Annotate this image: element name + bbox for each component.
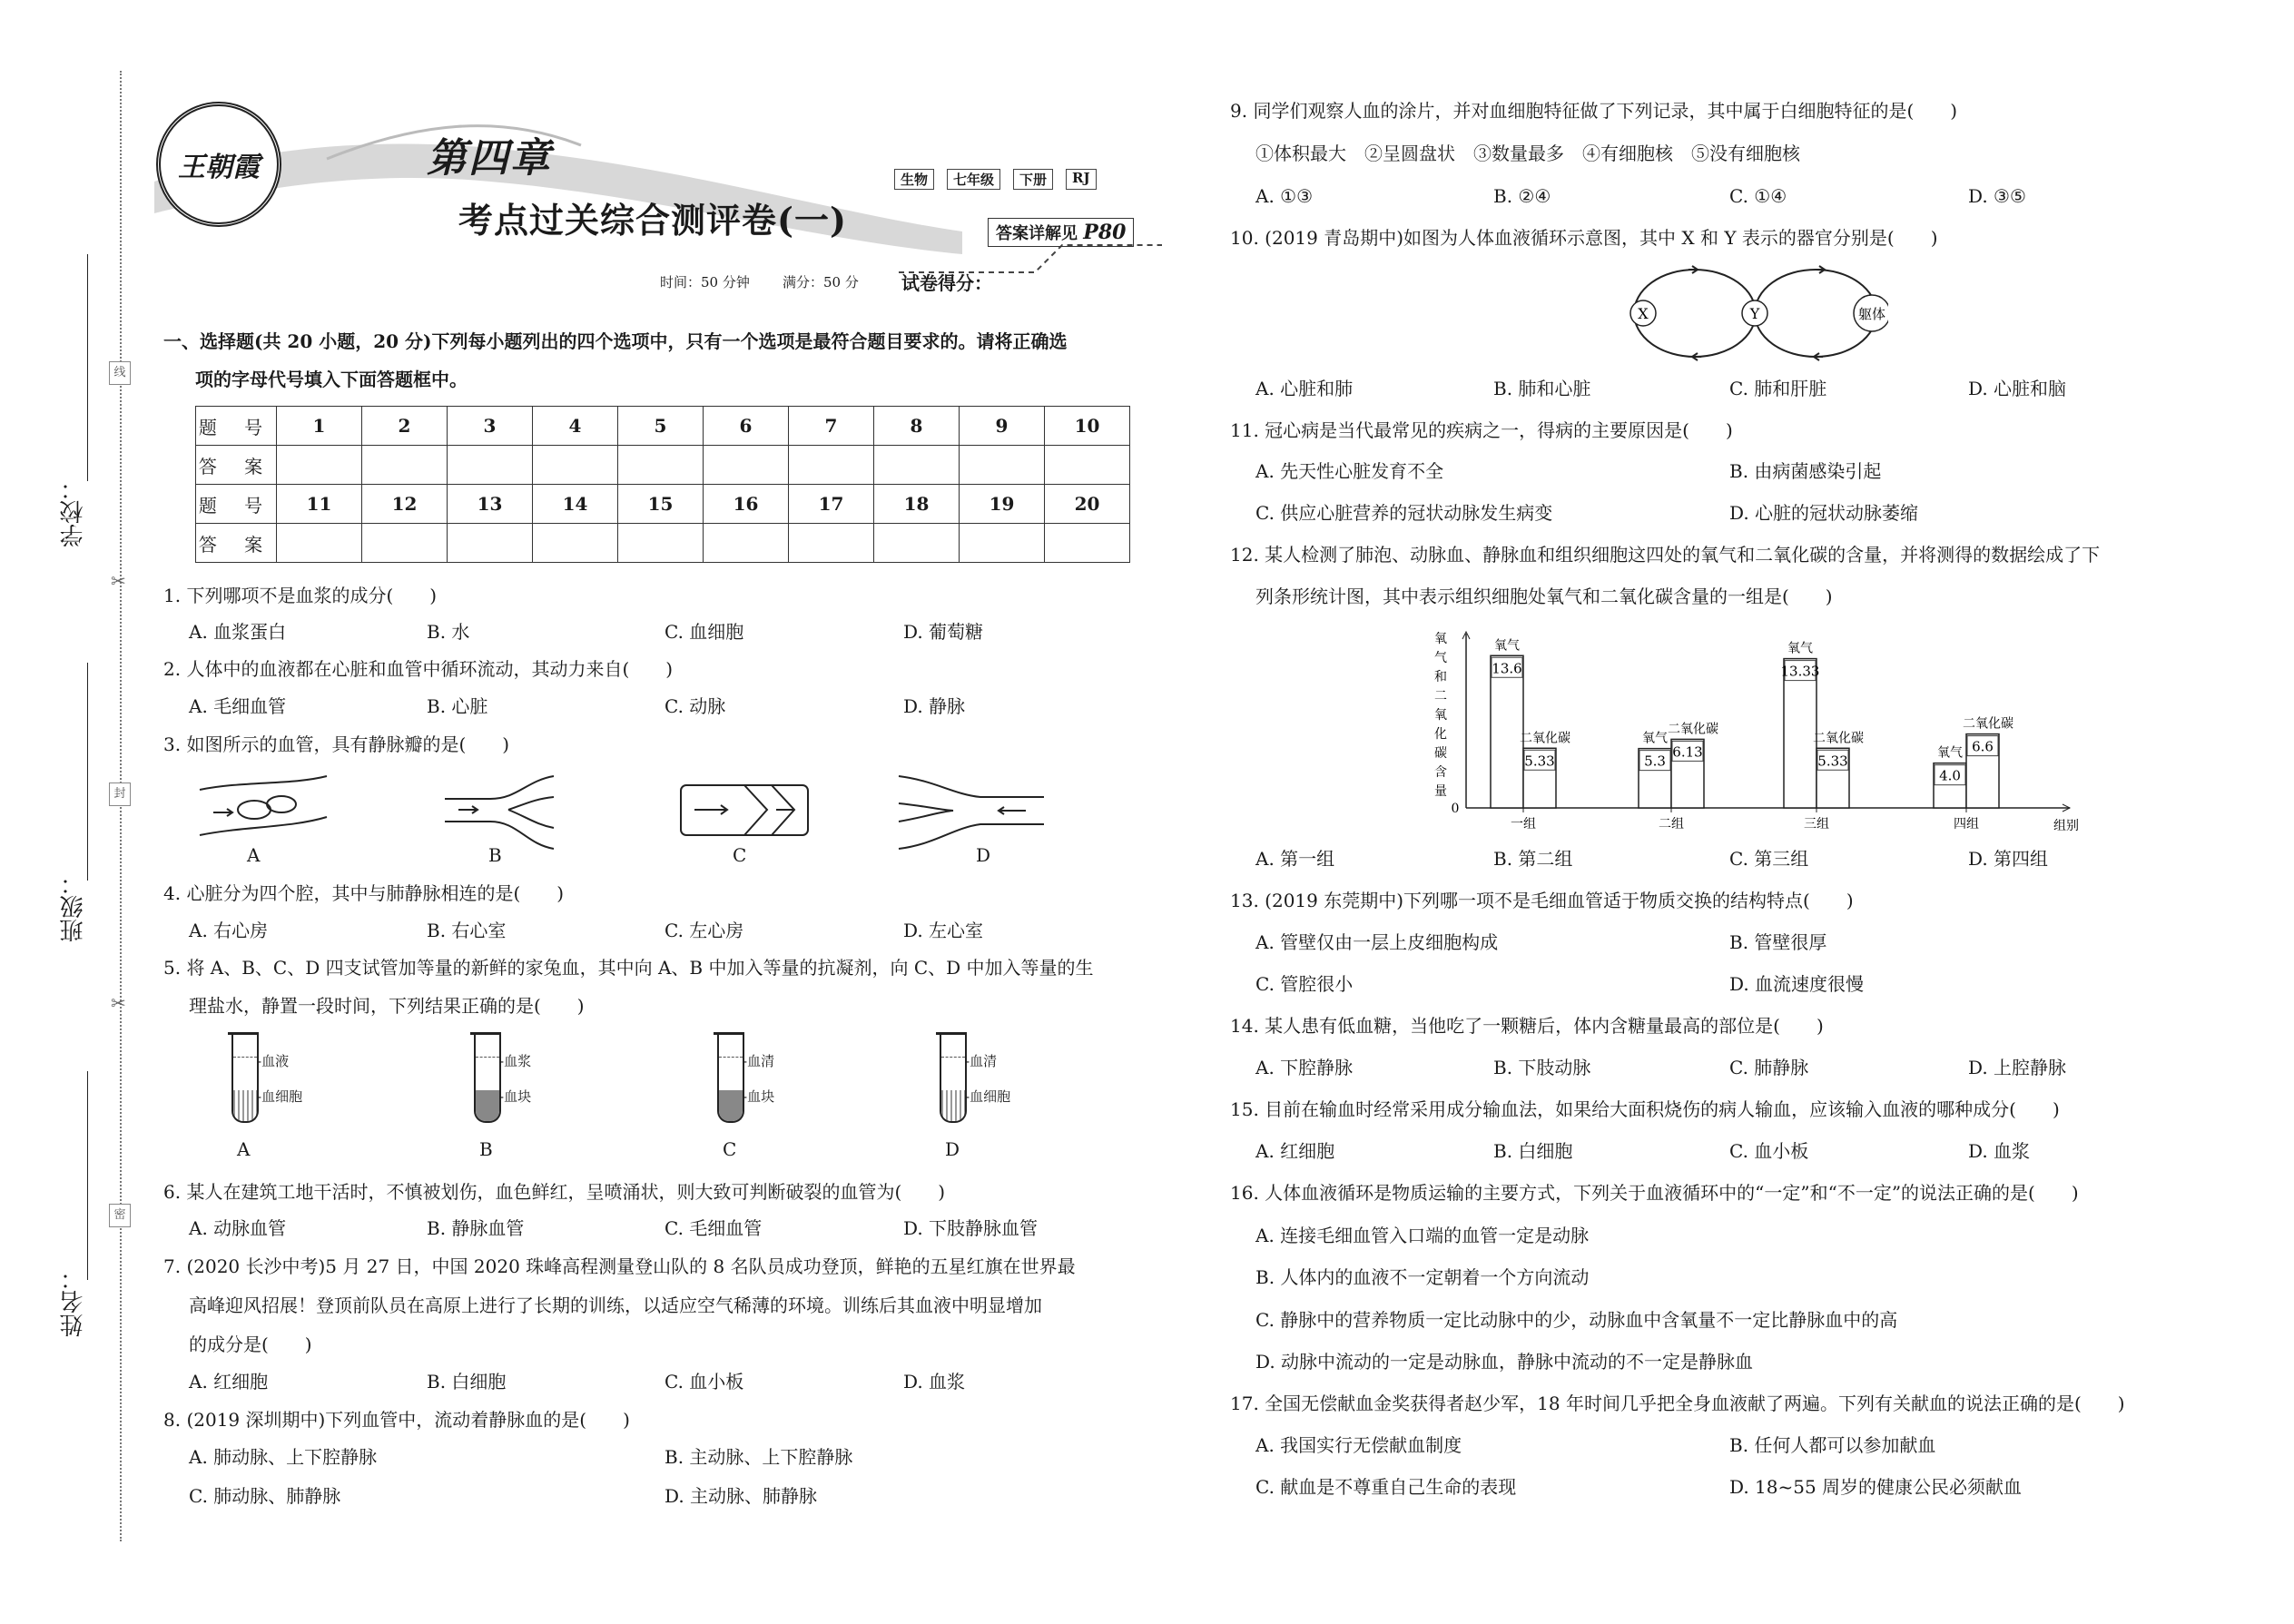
q1-option-d[interactable]: D. 葡萄糖: [903, 621, 984, 643]
binding-dotted-line: [120, 71, 122, 1541]
tube-bottom-label: -血块: [499, 1088, 532, 1105]
q12-option-a[interactable]: A. 第一组: [1255, 848, 1335, 870]
tube-top-label: -血清: [743, 1053, 775, 1069]
q11-option-b[interactable]: B. 由病菌感染引起: [1729, 460, 1882, 482]
q15-option-d[interactable]: D. 血浆: [1968, 1140, 2031, 1162]
q2-option-a[interactable]: A. 毛细血管: [189, 695, 287, 717]
q15-option-a[interactable]: A. 红细胞: [1255, 1140, 1335, 1162]
y-axis-label-char: 二: [1434, 689, 1447, 704]
q9-option-a[interactable]: A. ①③: [1255, 185, 1314, 207]
q8-option-b[interactable]: B. 主动脉、上下腔静脉: [665, 1446, 853, 1468]
answer-cell[interactable]: [618, 524, 704, 563]
q9-option-b[interactable]: B. ②④: [1493, 185, 1551, 207]
test-tube-d: [940, 1035, 967, 1123]
bar-series-label: 氧气: [1787, 641, 1813, 656]
q4-option-d[interactable]: D. 左心室: [903, 920, 984, 941]
y-axis-label-char: 和: [1434, 670, 1447, 684]
q14-option-c[interactable]: C. 肺静脉: [1729, 1057, 1809, 1078]
page-title: 考点过关综合测评卷(一): [458, 200, 847, 241]
answer-cell[interactable]: [618, 446, 704, 485]
tube-label-c[interactable]: C: [723, 1138, 737, 1160]
vessel-b: [445, 776, 554, 849]
q6-option-c[interactable]: C. 毛细血管: [665, 1217, 763, 1239]
q8-option-a[interactable]: A. 肺动脉、上下腔静脉: [189, 1446, 378, 1468]
q15-option-c[interactable]: C. 血小板: [1729, 1140, 1809, 1162]
q10-stem: 10. (2019 青岛期中)如图为人体血液循环示意图，其中 X 和 Y 表示的器官分别是( ): [1230, 227, 1938, 249]
q15-option-b[interactable]: B. 白细胞: [1493, 1140, 1573, 1162]
bar-value-label: 13.33: [1780, 663, 1820, 680]
table-row: [196, 407, 1130, 446]
full-score: 满分：50 分: [783, 274, 859, 290]
bar-value-label: 5.33: [1817, 753, 1848, 770]
q6-option-b[interactable]: B. 静脉血管: [427, 1217, 525, 1239]
q3-stem: 3. 如图所示的血管，具有静脉瓣的是( ): [163, 733, 510, 755]
q-num: 16: [704, 485, 789, 524]
answer-cell[interactable]: [960, 446, 1045, 485]
q5-stem-2: 理盐水，静置一段时间，下列结果正确的是( ): [189, 995, 585, 1017]
test-tube-c: [717, 1035, 744, 1123]
node-y-label: Y: [1749, 305, 1760, 322]
tube-label-a[interactable]: A: [237, 1138, 251, 1160]
q3-label-a[interactable]: A: [247, 844, 261, 866]
q13-option-c[interactable]: C. 管腔很小: [1255, 973, 1354, 995]
tube-top-label: -血浆: [499, 1053, 532, 1069]
chapter-title: 第四章: [427, 135, 552, 182]
q15-stem: 15. 目前在输血时经常采用成分输血法，如果给大面积烧伤的病人输血，应该输入血液的哪种成分( ): [1230, 1098, 2060, 1120]
x-tick-label: 一组: [1511, 817, 1536, 832]
y-axis-label-char: 气: [1434, 651, 1447, 665]
name-label: 姓名：: [60, 1266, 87, 1337]
q2-stem: 2. 人体中的血液都在心脏和血管中循环流动，其动力来自( ): [163, 658, 674, 680]
q-num: 17: [789, 485, 874, 524]
q7-option-a[interactable]: A. 红细胞: [189, 1371, 269, 1393]
tube-bottom-label: -血块: [743, 1088, 775, 1105]
tag-edition: RJ: [1066, 169, 1097, 190]
q-num: 3: [448, 407, 533, 446]
tag-volume: 下册: [1013, 169, 1053, 190]
q16-option-b[interactable]: B. 人体内的血液不一定朝着一个方向流动: [1255, 1266, 1590, 1288]
tube-label-d[interactable]: D: [945, 1138, 960, 1160]
x-tick-label: 四组: [1954, 817, 1979, 832]
answer-cell[interactable]: [1045, 524, 1130, 563]
q13-option-d[interactable]: D. 血流速度很慢: [1729, 973, 1865, 995]
y-axis-label-char: 氧: [1434, 632, 1447, 646]
answer-ref-page: P80: [1083, 221, 1127, 244]
q7-option-d[interactable]: D. 血浆: [903, 1371, 966, 1393]
q13-option-b[interactable]: B. 管壁很厚: [1729, 931, 1827, 953]
q13-stem: 13. (2019 东莞期中)下列哪一项不是毛细血管适于物质交换的结构特点( ): [1230, 890, 1854, 911]
q3-label-b[interactable]: B: [488, 844, 502, 866]
q14-option-b[interactable]: B. 下肢动脉: [1493, 1057, 1591, 1078]
ans-header: 答 案: [196, 524, 277, 563]
publisher-logo: [156, 102, 281, 227]
tube-top-label: -血液: [257, 1053, 290, 1069]
q2-option-d[interactable]: D. 静脉: [903, 695, 966, 717]
bar-series-label: 氧气: [1937, 745, 1963, 761]
q12-option-c[interactable]: C. 第三组: [1729, 848, 1809, 870]
answer-cell[interactable]: [448, 446, 533, 485]
bar-value-label: 6.6: [1972, 738, 1994, 755]
q14-stem: 14. 某人患有低血糖，当他吃了一颗糖后，体内含糖量最高的部位是( ): [1230, 1015, 1824, 1037]
q11-stem: 11. 冠心病是当代最常见的疾病之一，得病的主要原因是( ): [1230, 419, 1733, 441]
q10-option-d[interactable]: D. 心脏和脑: [1968, 378, 2067, 399]
q12-bar-chart: [1425, 626, 2079, 835]
section-instructions-1: 一、选择题(共 20 小题，20 分)下列每小题列出的四个选项中，只有一个选项是最符合题目要求的。请将正确选: [163, 330, 1068, 352]
q11-option-d[interactable]: D. 心脏的冠状动脉萎缩: [1729, 502, 1919, 524]
bar-series-label: 二氧化碳: [1520, 731, 1570, 746]
q12-stem-2: 列条形统计图，其中表示组织细胞处氧气和二氧化碳含量的一组是( ): [1255, 586, 1833, 607]
q1-option-b[interactable]: B. 水: [427, 621, 470, 643]
answer-cell[interactable]: [789, 524, 874, 563]
answer-cell[interactable]: [277, 446, 362, 485]
q10-option-a[interactable]: A. 心脏和肺: [1255, 378, 1354, 399]
q2-option-b[interactable]: B. 心脏: [427, 695, 488, 717]
q1-option-a[interactable]: A. 血浆蛋白: [189, 621, 287, 643]
q17-option-d[interactable]: D. 18~55 周岁的健康公民必须献血: [1729, 1476, 2023, 1498]
q7-stem-1: 7. (2020 长沙中考)5 月 27 日，中国 2020 珠峰高程测量登山队的 8 名队员成功登顶，鲜艳的五星红旗在世界最: [163, 1255, 1076, 1277]
q9-option-c[interactable]: C. ①④: [1729, 185, 1787, 207]
q7-option-c[interactable]: C. 血小板: [665, 1371, 744, 1393]
q4-option-b[interactable]: B. 右心室: [427, 920, 507, 941]
subject-tags: [894, 169, 1097, 190]
answer-cell[interactable]: [362, 446, 448, 485]
q16-option-c[interactable]: C. 静脉中的营养物质一定比动脉中的少，动脉血中含氧量不一定比静脉血中的高: [1255, 1309, 1898, 1331]
test-tube-rim: [470, 1032, 501, 1035]
q7-stem-3: 的成分是( ): [189, 1334, 312, 1355]
test-tube-rim: [714, 1032, 744, 1035]
q3-vessel-figures: [191, 772, 1062, 853]
vessel-d: [899, 776, 1044, 849]
q14-option-a[interactable]: A. 下腔静脉: [1255, 1057, 1354, 1078]
q16-option-a[interactable]: A. 连接毛细血管入口端的血管一定是动脉: [1255, 1225, 1590, 1246]
table-row: [196, 485, 1130, 524]
school-field[interactable]: [87, 254, 88, 481]
scissors-icon: ✂: [111, 992, 126, 1014]
y-axis-label-char: 量: [1434, 784, 1447, 799]
q17-option-b[interactable]: B. 任何人都可以参加献血: [1729, 1434, 1936, 1456]
bar-value-label: 5.33: [1524, 753, 1555, 770]
answer-ref-label: 答案详解见: [996, 224, 1078, 243]
table-row: [196, 446, 1130, 485]
answer-cell[interactable]: [960, 524, 1045, 563]
section-instructions-2: 项的字母代号填入下面答题框中。: [195, 369, 468, 390]
q12-stem-1: 12. 某人检测了肺泡、动脉血、静脉血和组织细胞这四处的氧气和二氧化碳的含量，并将测得的数据绘成了下: [1230, 544, 2101, 566]
table-row: [196, 524, 1130, 563]
answer-cell[interactable]: [874, 524, 960, 563]
q12-option-b[interactable]: B. 第二组: [1493, 848, 1573, 870]
q-num: 11: [277, 485, 362, 524]
q-num: 19: [960, 485, 1045, 524]
vessel-a: [200, 776, 327, 835]
tube-bottom-label: -血细胞: [965, 1088, 1011, 1105]
bar-value-label: 5.3: [1644, 753, 1666, 770]
tube-bottom-label: -血细胞: [257, 1088, 303, 1105]
q-num: 20: [1045, 485, 1130, 524]
q14-option-d[interactable]: D. 上腔静脉: [1968, 1057, 2067, 1078]
q-num: 13: [448, 485, 533, 524]
q8-option-d[interactable]: D. 主动脉、肺静脉: [665, 1485, 818, 1507]
q6-option-a[interactable]: A. 动脉血管: [189, 1217, 287, 1239]
answer-cell[interactable]: [874, 446, 960, 485]
axis-origin-label: 0: [1451, 802, 1460, 816]
answer-cell[interactable]: [1045, 446, 1130, 485]
tube-top-label: -血清: [965, 1053, 998, 1069]
q13-option-a[interactable]: A. 管壁仅由一层上皮细胞构成: [1255, 931, 1499, 953]
bar-oxygen: [1491, 655, 1523, 808]
node-body-label: 躯体: [1857, 306, 1886, 322]
x-tick-label: 二组: [1659, 817, 1684, 832]
q9-stem: 9. 同学们观察人血的涂片，并对血细胞特征做了下列记录，其中属于白细胞特征的是( ): [1230, 100, 1958, 122]
q-num: 10: [1045, 407, 1130, 446]
num-header: 题 号: [196, 407, 277, 446]
bar-series-label: 二氧化碳: [1668, 722, 1718, 737]
q17-option-a[interactable]: A. 我国实行无偿献血制度: [1255, 1434, 1462, 1456]
bar-value-label: 4.0: [1939, 767, 1961, 784]
q7-option-b[interactable]: B. 白细胞: [427, 1371, 507, 1393]
q3-label-d[interactable]: D: [976, 844, 991, 866]
cut-mark-secret: 密: [109, 1204, 131, 1227]
answer-cell[interactable]: [789, 446, 874, 485]
q16-stem: 16. 人体血液循环是物质运输的主要方式，下列关于血液循环中的“一定”和“不一定”的说法正确的是( ): [1230, 1182, 2079, 1204]
q-num: 9: [960, 407, 1045, 446]
answer-cell[interactable]: [533, 524, 618, 563]
q-num: 4: [533, 407, 618, 446]
q10-option-c[interactable]: C. 肺和肝脏: [1729, 378, 1827, 399]
q-num: 15: [618, 485, 704, 524]
class-field[interactable]: [87, 663, 88, 881]
tube-label-b[interactable]: B: [479, 1138, 493, 1160]
q10-circulation-diagram: [1625, 263, 1888, 365]
answer-cell[interactable]: [704, 524, 789, 563]
x-axis-label: 组别: [2053, 819, 2079, 833]
q6-stem: 6. 某人在建筑工地干活时，不慎被划伤，血色鲜红，呈喷涌状，则大致可判断破裂的血管为( ): [163, 1181, 946, 1203]
x-tick-label: 三组: [1804, 817, 1829, 832]
name-field[interactable]: [87, 1071, 88, 1280]
time-limit: 时间：50 分钟: [660, 274, 750, 290]
q-num: 7: [789, 407, 874, 446]
q-num: 6: [704, 407, 789, 446]
q-num: 2: [362, 407, 448, 446]
q-num: 1: [277, 407, 362, 446]
answer-sheet-table: [195, 406, 1130, 563]
answer-cell[interactable]: [533, 446, 618, 485]
q4-option-a[interactable]: A. 右心房: [189, 920, 269, 941]
answer-cell[interactable]: [704, 446, 789, 485]
q7-stem-2: 高峰迎风招展！登顶前队员在高原上进行了长期的训练，以适应空气稀薄的环境。训练后其血液中明显增加: [189, 1294, 1042, 1316]
test-tube-rim: [936, 1032, 967, 1035]
answer-cell[interactable]: [362, 524, 448, 563]
q9-items: ①体积最大 ②呈圆盘状 ③数量最多 ④有细胞核 ⑤没有细胞核: [1255, 143, 1800, 164]
header-banner: [145, 95, 1162, 286]
q4-option-c[interactable]: C. 左心房: [665, 920, 744, 941]
vessel-c: [681, 785, 808, 835]
tag-subject: 生物: [894, 169, 934, 190]
scissors-icon: ✂: [111, 570, 126, 592]
class-label: 班级：: [60, 871, 87, 942]
logo-text: 王朝霞: [178, 152, 260, 183]
q11-option-c[interactable]: C. 供应心脏营养的冠状动脉发生病变: [1255, 502, 1553, 524]
y-axis-label-char: 含: [1434, 765, 1447, 780]
q12-option-d[interactable]: D. 第四组: [1968, 848, 2049, 870]
test-tube-b: [474, 1035, 501, 1123]
q-num: 5: [618, 407, 704, 446]
num-header: 题 号: [196, 485, 277, 524]
q11-option-a[interactable]: A. 先天性心脏发育不全: [1255, 460, 1444, 482]
y-axis-label-char: 化: [1434, 727, 1447, 742]
q8-option-c[interactable]: C. 肺动脉、肺静脉: [189, 1485, 341, 1507]
bar-value-label: 6.13: [1672, 743, 1703, 761]
bar-value-label: 13.6: [1492, 660, 1522, 677]
bar-series-label: 二氧化碳: [1963, 716, 2013, 732]
q16-option-d[interactable]: D. 动脉中流动的一定是动脉血，静脉中流动的不一定是静脉血: [1255, 1351, 1754, 1373]
q4-stem: 4. 心脏分为四个腔，其中与肺静脉相连的是( ): [163, 882, 565, 904]
bar-series-label: 二氧化碳: [1813, 731, 1864, 746]
q17-option-c[interactable]: C. 献血是不尊重自己生命的表现: [1255, 1476, 1517, 1498]
bar-oxygen: [1784, 659, 1816, 808]
y-axis-label-char: 氧: [1434, 708, 1447, 723]
q6-option-d[interactable]: D. 下肢静脉血管: [903, 1217, 1039, 1239]
q-num: 8: [874, 407, 960, 446]
q2-option-c[interactable]: C. 动脉: [665, 695, 726, 717]
ans-header: 答 案: [196, 446, 277, 485]
q3-label-c[interactable]: C: [733, 844, 747, 866]
cut-mark-line: 线: [109, 361, 131, 385]
q8-stem: 8. (2019 深圳期中)下列血管中，流动着静脉血的是( ): [163, 1409, 630, 1431]
test-tube-a: [231, 1035, 259, 1123]
bar-series-label: 氧气: [1642, 731, 1668, 746]
q9-option-d[interactable]: D. ③⑤: [1968, 185, 2026, 207]
q10-option-b[interactable]: B. 肺和心脏: [1493, 378, 1591, 399]
answer-cell[interactable]: [448, 524, 533, 563]
answer-cell[interactable]: [277, 524, 362, 563]
answer-reference: [988, 218, 1134, 247]
bar-series-label: 氧气: [1494, 638, 1520, 654]
tag-grade: 七年级: [947, 169, 1000, 190]
y-axis-label-char: 碳: [1434, 746, 1447, 761]
q-num: 18: [874, 485, 960, 524]
cut-mark-seal: 封: [109, 782, 131, 806]
q1-stem: 1. 下列哪项不是血浆的成分( ): [163, 585, 438, 606]
q17-stem: 17. 全国无偿献血金奖获得者赵少军，18 年时间几乎把全身血液献了两遍。下列有关献血的说法正确的是( ): [1230, 1393, 2125, 1414]
q-num: 12: [362, 485, 448, 524]
test-tube-rim: [228, 1032, 259, 1035]
q1-option-c[interactable]: C. 血细胞: [665, 621, 744, 643]
node-x-label: X: [1638, 305, 1649, 322]
q5-stem-1: 5. 将 A、B、C、D 四支试管加等量的新鲜的家兔血，其中向 A、B 中加入等量的抗凝剂，向 C、D 中加入等量的生: [163, 957, 1094, 979]
q-num: 14: [533, 485, 618, 524]
score-label: 试卷得分：: [901, 272, 992, 294]
school-label: 学校：: [60, 477, 87, 547]
